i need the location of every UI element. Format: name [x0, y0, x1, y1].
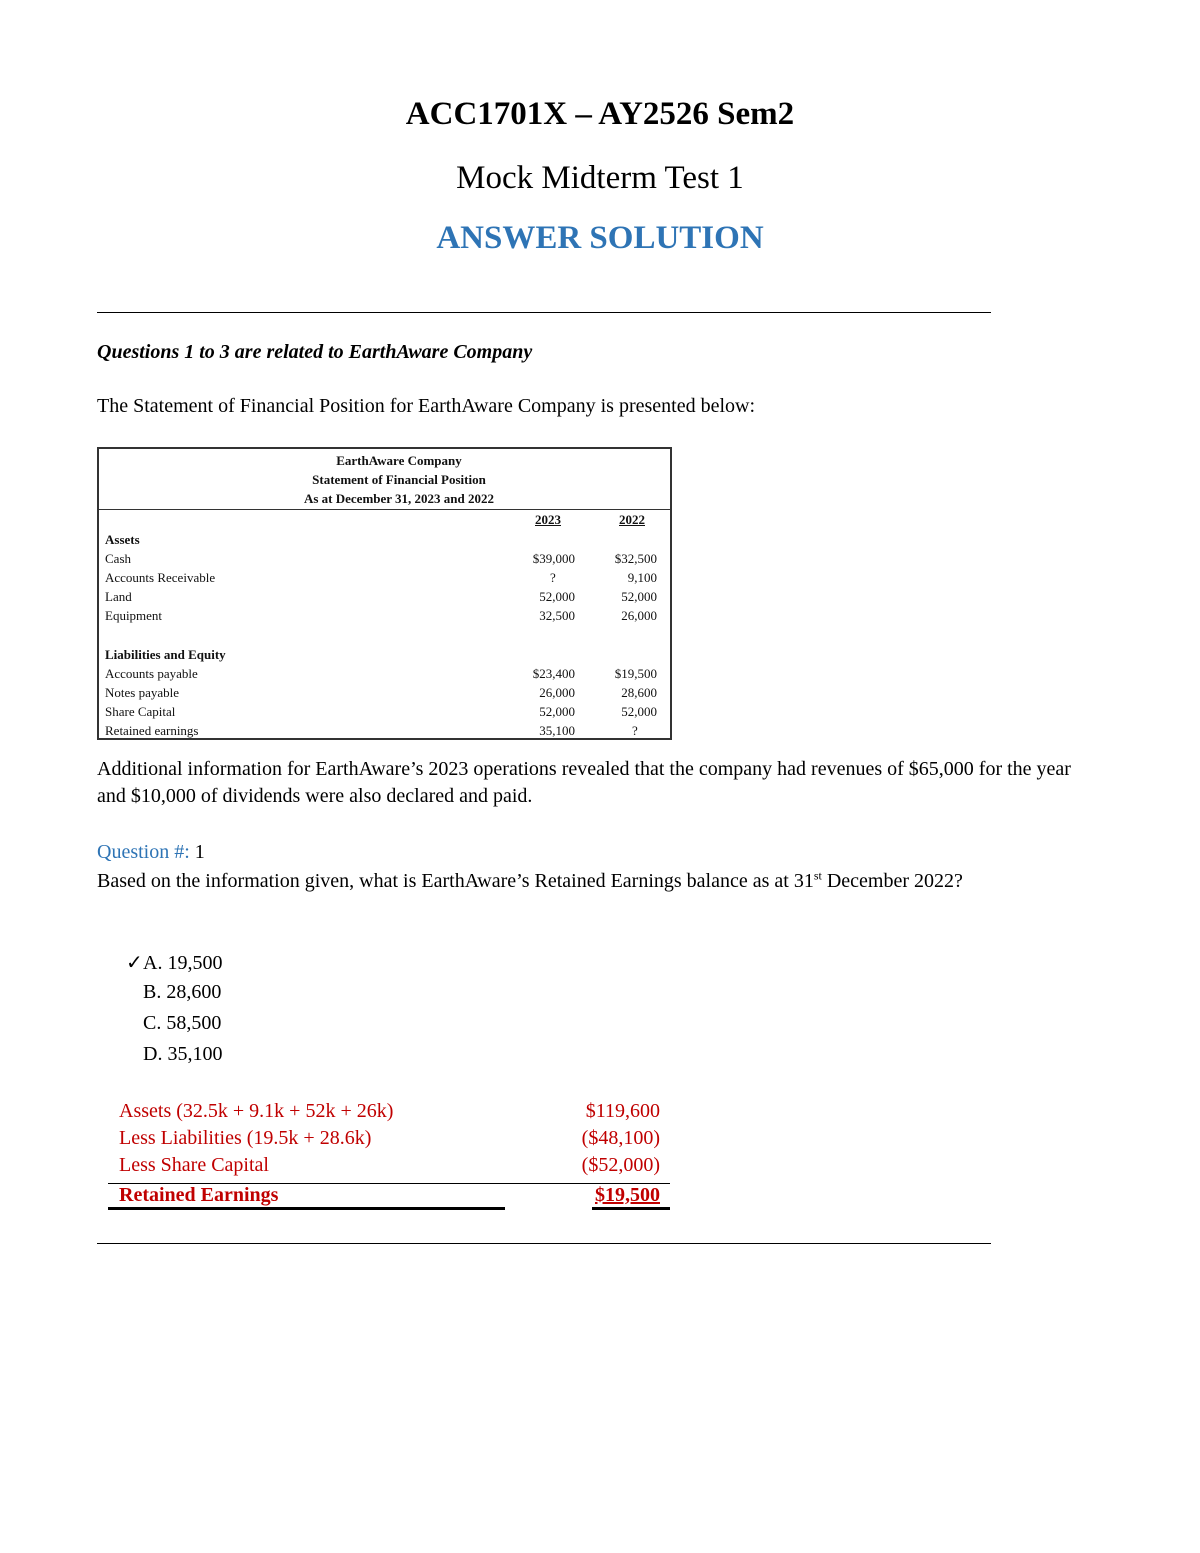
table-row-label: Cash	[105, 551, 131, 566]
option-letter: B.	[143, 981, 162, 1003]
option-value: 19,500	[167, 952, 223, 974]
table-cell-2022: 52,000	[621, 704, 657, 719]
column-header-2023: 2023	[535, 512, 561, 527]
table-row-label: Notes payable	[105, 685, 180, 700]
table-cell-2022: 9,100	[627, 570, 657, 585]
solution-total-amount: $19,500	[595, 1184, 660, 1206]
test-name: Mock Midterm Test 1	[456, 160, 744, 196]
option-d	[126, 1043, 222, 1066]
question-text-superscript: st	[813, 868, 822, 883]
table-cell-2022: 52,000	[621, 589, 657, 604]
table-cell-2023: $23,400	[532, 666, 575, 681]
solution-row-label: Assets (32.5k + 9.1k + 52k + 26k)	[119, 1100, 394, 1122]
option-value: 35,100	[167, 1043, 223, 1065]
solution-row-amount: ($52,000)	[581, 1154, 660, 1176]
solution-row-amount: ($48,100)	[581, 1127, 660, 1149]
option-c	[126, 1012, 221, 1035]
question-label-text: Question #:	[97, 841, 190, 863]
option-value: 28,600	[166, 981, 222, 1003]
option-letter: C.	[143, 1012, 162, 1034]
bottom-divider	[97, 1243, 991, 1244]
table-row-label: Equipment	[105, 608, 163, 623]
solution-label: ANSWER SOLUTION	[436, 220, 764, 256]
additional-info: Additional information for EarthAware’s 2023 operations revealed that the company had revenues of $65,000 for the year and $10,000 of dividends were also declared and paid.	[97, 758, 1071, 807]
checkmark-icon: ✓	[126, 952, 143, 974]
option-a	[126, 950, 222, 975]
solution-row-label: Less Liabilities (19.5k + 28.6k)	[119, 1127, 372, 1149]
question-number: 1	[194, 841, 205, 863]
table-cell-2023: 26,000	[539, 685, 575, 700]
intro-sentence: The Statement of Financial Position for EarthAware Company is presented below:	[97, 395, 756, 417]
table-cell-2023: 52,000	[539, 704, 575, 719]
assets-heading: Assets	[105, 532, 140, 547]
option-b	[126, 981, 221, 1004]
table-cell-2023: ?	[550, 570, 556, 585]
question-text	[97, 868, 1087, 895]
table-cell-2022: $32,500	[614, 551, 657, 566]
top-divider	[97, 312, 991, 313]
course-title: ACC1701X – AY2526 Sem2	[405, 96, 795, 132]
statement-period: As at December 31, 2023 and 2022	[303, 491, 495, 506]
table-cell-2023: $39,000	[532, 551, 575, 566]
solution-row-amount: $119,600	[585, 1100, 660, 1122]
option-letter: A.	[143, 952, 163, 974]
question-text-main: Based on the information given, what is EarthAware’s Retained Earnings balance as at 31	[97, 870, 814, 892]
table-cell-2023: 52,000	[539, 589, 575, 604]
column-header-2022: 2022	[619, 512, 645, 527]
table-cell-2022: 28,600	[621, 685, 657, 700]
solution-total-underline	[592, 1207, 670, 1210]
statement-header-divider	[99, 509, 670, 510]
option-value: 58,500	[166, 1012, 222, 1034]
statement-company: EarthAware Company	[336, 453, 462, 468]
statement-title: Statement of Financial Position	[312, 472, 486, 487]
table-row-label: Accounts Receivable	[105, 570, 216, 585]
liabilities-heading: Liabilities and Equity	[105, 647, 226, 662]
section-heading: Questions 1 to 3 are related to EarthAware Company	[97, 341, 533, 363]
question-text-end: December 2022?	[821, 870, 963, 892]
option-letter: D.	[143, 1043, 163, 1065]
table-row-label: Accounts payable	[105, 666, 198, 681]
solution-total-underline	[108, 1207, 505, 1210]
table-row-label: Share Capital	[105, 704, 176, 719]
table-row-label: Retained earnings	[105, 723, 199, 738]
table-cell-2022: 26,000	[621, 608, 657, 623]
financial-statement-table	[97, 447, 672, 740]
solution-total-label: Retained Earnings	[119, 1184, 279, 1206]
table-row-label: Land	[105, 589, 132, 604]
question-label	[97, 841, 205, 864]
table-cell-2022: ?	[632, 723, 638, 738]
table-cell-2022: $19,500	[614, 666, 657, 681]
table-cell-2023: 35,100	[539, 723, 575, 738]
solution-row-label: Less Share Capital	[119, 1154, 269, 1176]
table-cell-2023: 32,500	[539, 608, 575, 623]
